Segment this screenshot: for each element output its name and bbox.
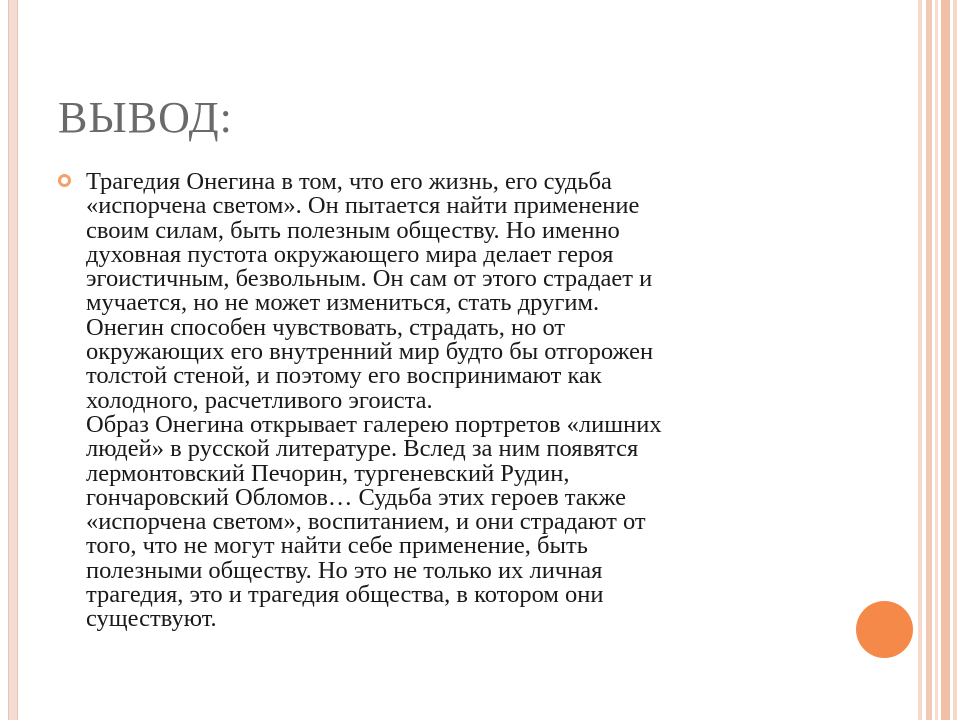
- text-line: «испорчена светом». Он пытается найти применение: [86, 192, 640, 220]
- text-line: духовная пустота окружающего мира делает героя: [86, 240, 614, 268]
- bullet-circle-icon: [58, 174, 71, 187]
- stripe: [918, 0, 922, 720]
- text-line: лермонтовский Печорин, тургеневский Рудин,: [86, 459, 570, 487]
- text-line: людей» в русской литературе. Вслед за ним появятся: [86, 435, 639, 463]
- text-line: холодного, расчетливого эгоиста.: [86, 386, 433, 414]
- left-frame-border: [8, 0, 18, 720]
- text-line: толстой стеной, и поэтому его воспринимают как: [86, 362, 602, 390]
- orange-circle-decoration: [856, 601, 913, 658]
- stripe: [935, 0, 938, 720]
- slide-title: ВЫВОД:: [58, 93, 233, 142]
- text-line: гончаровский Обломов… Судьба этих героев также: [86, 483, 627, 511]
- text-line: Трагедия Онегина в том, что его жизнь, его судьба: [86, 168, 612, 195]
- text-line: того, что не могут найти себе применение, быть: [86, 532, 588, 560]
- text-line: Онегин способен чувствовать, страдать, но от: [86, 313, 566, 341]
- stripe: [941, 0, 950, 720]
- stripe: [953, 0, 957, 720]
- text-line: окружающих его внутренний мир будто бы отгорожен: [86, 338, 654, 366]
- text-line: эгоистичным, безвольным. Он сам от этого страдает и: [86, 265, 653, 293]
- text-line: мучается, но не может измениться, стать другим.: [86, 289, 600, 317]
- text-line: трагедия, это и трагедия общества, в котором они: [86, 581, 604, 609]
- text-line: своим силам, быть полезным обществу. Но именно: [86, 216, 620, 244]
- stripe: [926, 0, 932, 720]
- text-line: существуют.: [86, 605, 217, 633]
- text-line: полезными обществу. Но это не только их личная: [86, 556, 603, 584]
- text-line: Образ Онегина открывает галерею портретов «лишних: [86, 410, 662, 438]
- bullet-text: [86, 170, 826, 632]
- right-decorative-stripes: [918, 0, 960, 720]
- text-line: «испорчена светом», воспитанием, и они страдают от: [86, 508, 646, 536]
